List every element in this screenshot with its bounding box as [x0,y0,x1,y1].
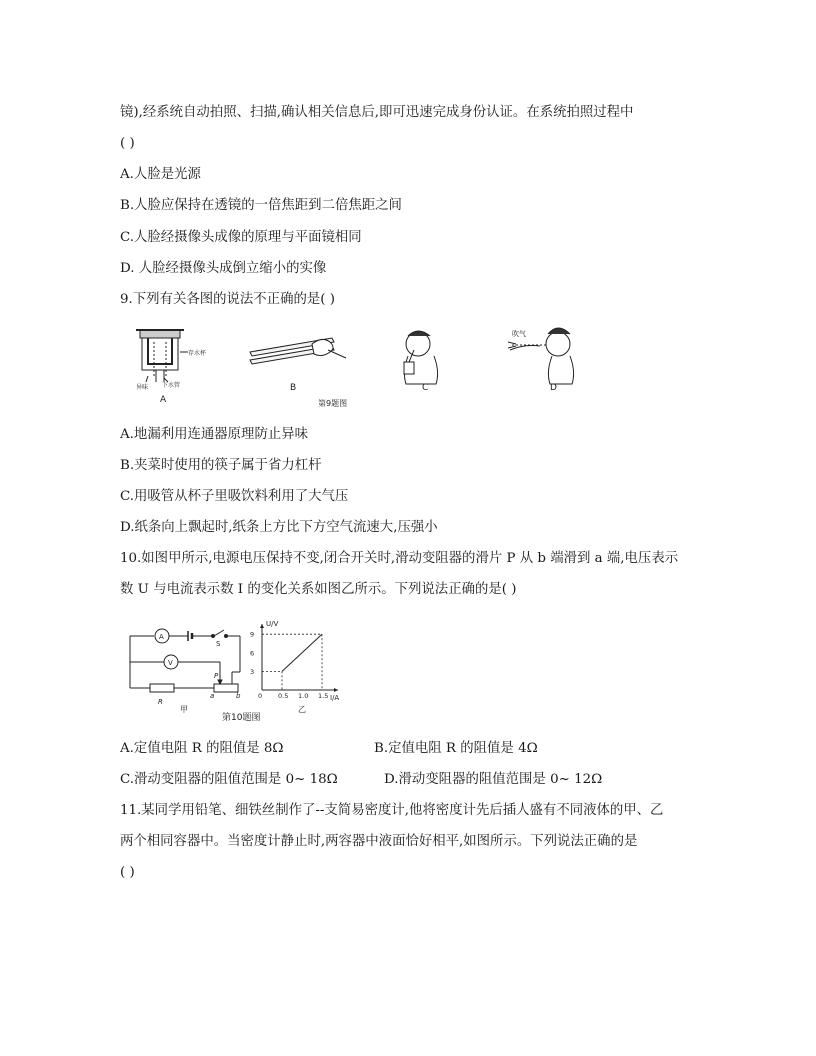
straw-illustration [404,331,438,384]
q10-stem-line1: 10.如图甲所示,电源电压保持不变,闭合开关时,滑动变阻器的滑片 P 从 b 端滑到 a 端,电压表示 [120,551,679,566]
q10-circuit [120,612,250,722]
drain-pipe-note: 下水管 [162,382,181,389]
q8-option-d: D. 人脸经摄像头成倒立缩小的实像 [120,261,327,276]
q11-stem-line2: 两个相同容器中。当密度计静止时,两容器中液面恰好相平,如图所示。下列说法正确的是 [120,834,638,849]
x-tick-label: 0.5 [278,692,289,700]
q11-answer-blank: ( ) [120,865,135,880]
q10-option-c: C.滑动变阻器的阻值范围是 0~ 18Ω [120,772,338,787]
switch-label: S [216,640,221,648]
fig9-label-b: B [290,383,297,393]
y-axis-label: U/V [266,620,279,628]
fig10-caption: 第10题图 [222,713,261,723]
circuit-label: 甲 [180,705,188,714]
q9-option-a: A.地漏利用连通器原理防止异味 [120,427,309,442]
end-a-label: a [210,692,215,700]
series-line-0 [282,634,322,671]
end-b-label: b [236,692,241,700]
q8-option-a: A.人脸是光源 [120,167,201,182]
fig9-label-c: C [422,383,429,393]
fig9-caption: 第9题图 [318,399,348,408]
q10-ui-graph [248,618,344,722]
voltmeter-label: V [168,659,173,667]
switch-icon [214,630,224,636]
ammeter-label: A [159,633,164,641]
slider-arrow-icon [218,680,222,684]
chopsticks-illustration [250,338,346,364]
resistor-r-icon [150,684,174,692]
rheostat-icon [214,684,238,692]
q8-answer-blank: ( ) [120,136,135,151]
graph-label: 乙 [298,705,306,714]
slider-label: P [214,672,219,680]
q10-option-a: A.定值电阻 R 的阻值是 8Ω [120,741,284,756]
drain-cup-note: 存水杯 [188,350,207,357]
x-tick-label: 1.0 [298,692,309,700]
q9-figure [128,322,598,410]
q10-stem-line2: 数 U 与电流表示数 I 的变化关系如图乙所示。下列说法正确的是( ) [120,582,517,597]
fig9-label-a: A [160,395,167,405]
q10-option-d: D.滑动变阻器的阻值范围是 0~ 12Ω [384,772,603,787]
blow-note: 吹气 [512,330,526,338]
y-tick-label: 6 [250,649,255,658]
q9-stem: 9.下列有关各图的说法不正确的是( ) [120,292,335,307]
q10-option-b: B.定值电阻 R 的阻值是 4Ω [374,741,538,756]
resistor-label: R [158,698,163,706]
drain-smell-note: 异味 [136,384,149,391]
q9-option-c: C.用吸管从杯子里吸饮料利用了大气压 [120,489,349,504]
q9-option-d: D.纸条向上飘起时,纸条上方比下方空气流速大,压强小 [120,520,438,535]
q9-option-b: B.夹菜时使用的筷子属于省力杠杆 [120,458,322,473]
q8-option-b: B.人脸应保持在透镜的一倍焦距到二倍焦距之间 [120,198,402,213]
x-tick-label: 0 [258,692,263,700]
q8-stem-end: 镜),经系统自动拍照、扫描,确认相关信息后,即可迅速完成身份认证。在系统拍照过程中 [120,105,634,120]
y-tick-label: 9 [250,630,255,639]
q11-stem-line1: 11.某同学用铅笔、细铁丝制作了--支简易密度计,他将密度计先后插人盛有不同液体的甲、乙 [120,803,664,818]
drain-illustration [136,330,188,382]
fig9-label-d: D [550,383,557,393]
q8-option-c: C.人脸经摄像头成像的原理与平面镜相同 [120,230,362,245]
y-tick-label: 3 [250,667,255,676]
x-axis-label: I/A [330,694,340,702]
x-tick-label: 1.5 [318,692,329,700]
